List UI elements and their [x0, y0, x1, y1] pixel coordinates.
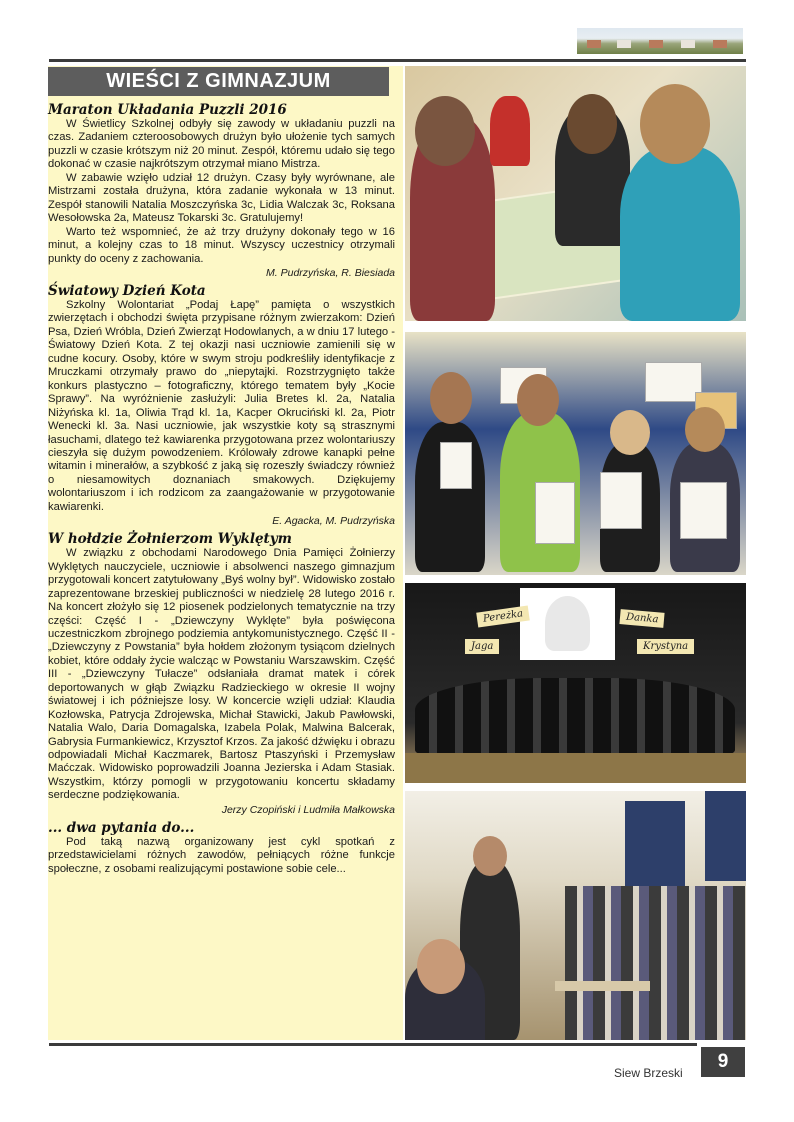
article-paragraph: Szkolny Wolontariat „Podaj Łapę” pamięta o wszystkich zwierzętach i obchodzi święta przypisane różnym zwierzakom: Dzień Psa, Dzień Wróbla, Dzień Zwierząt Hodowlanych, a w dniu 17 lutego - Światowy Dzień Kota. Z tej okazji nasi uczniowie zamienili się w cudne kocury. Osoby, które w swym stroju podkreśliły identyfikacje z Mruczkami otrzymały prawo do „niepytajki. Rozstrzygnięto także konkurs plastyczno – fotograficzny, którego tematem były „Kocie Sprawy”. Na wyróżnienie zasłużyli: Julia Bretes kl. 2a, Natalia Niżyńska kl. 1a, Oliwia Trąd kl. 1a, Kacper Okruciński kl. 2a, Piotr Wenecki kl. 3a. Nasi uczniowie, jak wszystkie koty są strasznymi łasuchami, dlatego też kawiarenka przygotowana przez wolontariuszy cieszyła się dużym powodzeniem. Królowały zdrowe kanapki pełne witamin i minerałów, a szybkość z jaką się rozeszły świadczy również o niesamowitych doznaniach smakowych. Dziękujemy wolontariuszom i ich rodzicom za zaangażowanie w przygotowanie kawiarenki.: [48, 298, 395, 513]
article-paragraph: Warto też wspomnieć, że aż trzy drużyny dokonały tego w 16 minut, a kolejny czas to 18 minut. Wszyscy uczestnicy otrzymali punkty do oceny z zachowania.: [48, 225, 395, 265]
photo-cat-day: [405, 332, 746, 575]
section-title: WIEŚCI Z GIMNAZJUM: [48, 67, 389, 96]
stage-label: Pereżka: [476, 605, 530, 627]
article-title: Maraton Układania Puzzli 2016: [48, 102, 287, 118]
article-paragraph: Pod taką nazwą organizowany jest cykl spotkań z przedstawicielami różnych zawodów, pełniących różne funkcje społeczne, z osobami realizującymi postawione sobie cele...: [48, 835, 395, 875]
photo-concert: [405, 583, 746, 783]
article-column: [48, 100, 395, 876]
page-number: 9: [701, 1047, 745, 1077]
photo-meeting: [405, 791, 746, 1040]
article-title: Światowy Dzień Kota: [48, 282, 206, 299]
top-divider: [49, 59, 746, 62]
stage-label: Danka: [619, 609, 665, 628]
article-paragraph: W związku z obchodami Narodowego Dnia Pamięci Żołnierzy Wyklętych nauczyciele, uczniowie i absolwenci naszego gimnazjum przygotowali koncert zatytułowany „Byś wolny był”. Widowisko zostało zaprezentowane brzeskiej publiczności w niedzielę 28 lutego 2016 r. Na koncert złożyło się 12 piosenek podzielonych tematycznie na trzy części: Część I - „Dziewczyny Wyklęte” była poświęcona uczestniczkom zbrojnego podziemia antykomunistycznego. Część II - „Dziewczyny z Powstania” była hołdem złożonym tysiącom dzielnych kobiet, które oddały życie walcząc w Powstaniu Warszawskim. Część III - „Dziewczyny Tułacze” odsłaniała dramat matek i córek deportowanych w głąb Związku Radzieckiego w okresie II wojny światowej i ich późniejsze losy. W koncercie wzięli udział: Klaudia Kozłowska, Patrycja Zdrojewska, Michał Stawicki, Jakub Pawłowski, Natalia Walo, Daria Domagalska, Izabela Polak, Malwina Balcerak, Gabrysia Furmankiewicz, Krzysztof Krzos. Za jakość dźwięku i obrazu odpowiadali Michał Kaczmarek, Bartosz Ptaszyński i Przemysław Maćczak. Widowisko poprowadzili Joanna Jezierska i Adam Stasiak. Wszystkim, którzy pomogli w przygotowaniu koncertu składamy serdeczne podziękowania.: [48, 547, 395, 802]
stage-label: Jaga: [465, 639, 499, 654]
stage-label: Krystyna: [637, 639, 694, 654]
article-author: Jerzy Czopiński i Ludmiła Małkowska: [221, 803, 395, 816]
article-author: E. Agacka, M. Pudrzyńska: [272, 515, 395, 528]
photo-puzzle-marathon: [405, 66, 746, 321]
header-village-photo: [577, 28, 743, 54]
article-title: ... dwa pytania do...: [48, 819, 195, 836]
publication-name: Siew Brzeski: [614, 1066, 683, 1080]
article-paragraph: W zabawie wzięło udział 12 drużyn. Czasy były wyrównane, ale Mistrzami została drużyna, która zadanie wykonała w 13 minut. Zespół stanowili Natalia Moszczyńska 3c, Lidia Walczak 3c, Roksana Wesołowska 2a, Mateusz Tokarski 3c. Gratulujemy!: [48, 171, 395, 225]
screen-with-eagle: [520, 588, 615, 660]
article-paragraph: W Świetlicy Szkolnej odbyły się zawody w układaniu puzzli na czas. Zadaniem czteroosobowych drużyn było ułożenie tych samych puzzli w czasie krótszym niż 20 minut. Zespół, któremu udało się tego dokonać w czasie najkrótszym otrzymał miano Mistrza.: [48, 118, 395, 171]
bottom-divider: [49, 1043, 697, 1046]
article-title: W hołdzie Żołnierzom Wyklętym: [48, 531, 292, 548]
article-author: M. Pudrzyńska, R. Biesiada: [266, 266, 395, 279]
